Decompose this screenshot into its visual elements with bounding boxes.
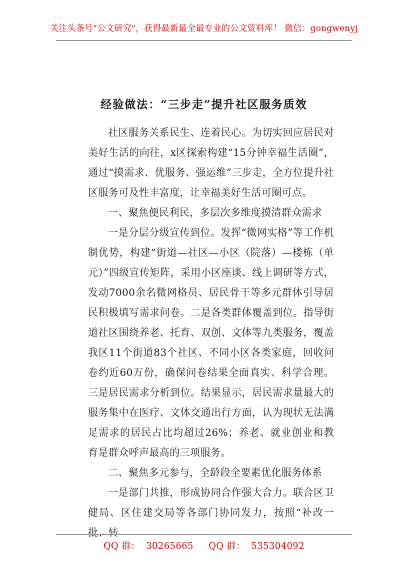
qq-group-2 <box>206 542 308 552</box>
footer-divider <box>56 534 352 535</box>
section-heading-2: 二、聚焦多元参与，全龄段全要素优化服务体系 <box>108 468 323 479</box>
footer-contact <box>0 539 408 552</box>
paragraph-intro: 社区服务关系民生、连着民心。为切实回应居民对美好生活的向往，x区探索构建“15分钟幸福生活圈”，通过“摸需求、优服务、强运维”三步走，全方位提升社区服务可及性丰富度，让幸福美好生活可圈可点。 <box>88 128 334 199</box>
section-heading-1: 一、聚焦便民利民，多层次多维度摸清群众需求 <box>108 208 323 219</box>
header-banner: 关注头条号"公文研究"，获得最新最全最专业的公文资料库！ 微信：gongwenyj <box>50 24 358 34</box>
qq-label-2: QQ 群： <box>208 542 246 552</box>
qq-label-1: QQ 群： <box>103 542 141 552</box>
qq-number-1: 30265665 <box>146 542 194 552</box>
header-divider <box>56 40 352 41</box>
document-body <box>88 124 334 544</box>
paragraph-section-1: 一是分层分级宣传到位。发挥“微网实格”等工作机制优势，构建“街道—社区—小区（院落）—楼栋（单元）”四级宣传矩阵，采用小区座谈、线上调研等方式，发动7000余名微网格员、居民骨干等多元群体引导居民积极填写需求问卷。二是各类群体覆盖到位。指导街道社区围绕养老、托育、双创、文体等九类服务，覆盖我区11个街道83个社区、不同小区各类家庭，回收问卷约近60万份，确保问卷结果全面真实、科学合理。三是居民需求分析到位。结果显示，居民需求量最大的服务集中在医疗、文体交通出行方面，认为现状无法满足需求的居民占比均超过26%；养老、就业创业和教育是群众呼声最高的三项服务。 <box>88 228 334 459</box>
qq-number-2: 535304092 <box>251 542 305 552</box>
qq-group-1 <box>100 542 196 552</box>
paragraph-section-2: 一是部门共推，形成协同合作强大合力。联合区卫健局、区住建交局等各部门协同发力，按照“补改一批、转 <box>88 488 334 539</box>
document-title: 经验做法：“三步走”提升社区服务质效 <box>100 98 308 111</box>
